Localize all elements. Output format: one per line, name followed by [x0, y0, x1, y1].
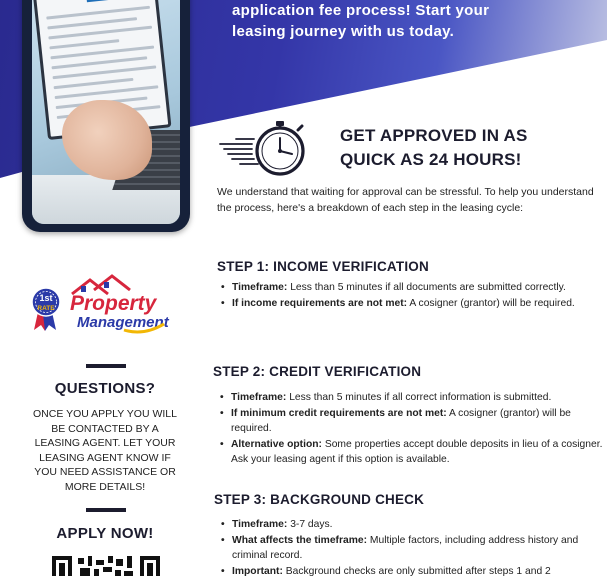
step-3-title: STEP 3: BACKGROUND CHECK	[214, 492, 425, 507]
hand-image	[62, 100, 152, 180]
stopwatch-icon	[218, 118, 310, 180]
tablet-form-title	[86, 0, 159, 2]
intro-paragraph: We understand that waiting for approval can be stressful. To help you understand the process, here's a breakdown of each step in the leasing cycle:	[217, 186, 594, 214]
step-1-title: STEP 1: INCOME VERIFICATION	[217, 259, 429, 274]
logo-word-property: Property	[70, 292, 157, 315]
banner-text	[232, 0, 592, 42]
apply-now-title[interactable]: APPLY NOW!	[56, 525, 154, 542]
award-ribbon-icon	[32, 288, 60, 331]
list-item: • Timeframe: Less than 5 minutes if all documents are submitted correctly.	[219, 280, 594, 296]
list-item: • Timeframe: Less than 5 minutes if all correct information is submitted.	[218, 390, 607, 406]
questions-title: QUESTIONS?	[54, 380, 156, 397]
list-item: • Timeframe: 3-7 days.	[219, 517, 607, 533]
divider	[86, 364, 126, 368]
qr-code-icon[interactable]	[52, 556, 160, 576]
step-3-list	[219, 517, 607, 576]
divider	[86, 508, 126, 512]
headline-line-2: QUICK AS 24 HOURS!	[340, 150, 522, 169]
headline-line-1: GET APPROVED IN AS	[340, 126, 528, 145]
list-item: • Important: Background checks are only submitted after steps 1 and 2	[219, 564, 607, 576]
list-item: • What affects the timeframe: Multiple factors, including address history and criminal record.	[219, 533, 607, 564]
step-2-list	[218, 390, 607, 468]
svg-text:1st: 1st	[39, 293, 53, 303]
banner-line-2: leasing journey with us today.	[232, 23, 455, 40]
headline	[340, 124, 600, 172]
phone-illustration	[22, 0, 190, 232]
questions-body: ONCE YOU APPLY YOU WILL BE CONTACTED BY A LEASING AGENT. LET YOUR LEASING AGENT KNOW IF YOU NEED ASSISTANCE OR MORE DETAILS!	[33, 408, 177, 493]
banner-line-1: application fee process! Start your	[232, 2, 490, 19]
list-item: • If minimum credit requirements are not met: A cosigner (grantor) will be required.	[218, 406, 607, 437]
phone-screen	[32, 0, 180, 224]
list-item: • If income requirements are not met: A cosigner (grantor) will be required.	[219, 296, 594, 312]
step-2-title: STEP 2: CREDIT VERIFICATION	[213, 364, 422, 379]
logo-word-management: Management	[77, 314, 169, 331]
list-item: • Alternative option: Some properties accept double deposits in lieu of a cosigner. Ask your leasing agent if this option is available.	[218, 437, 607, 468]
company-logo	[32, 272, 177, 334]
svg-text:RATE: RATE	[37, 305, 55, 312]
step-1-list	[219, 280, 594, 311]
